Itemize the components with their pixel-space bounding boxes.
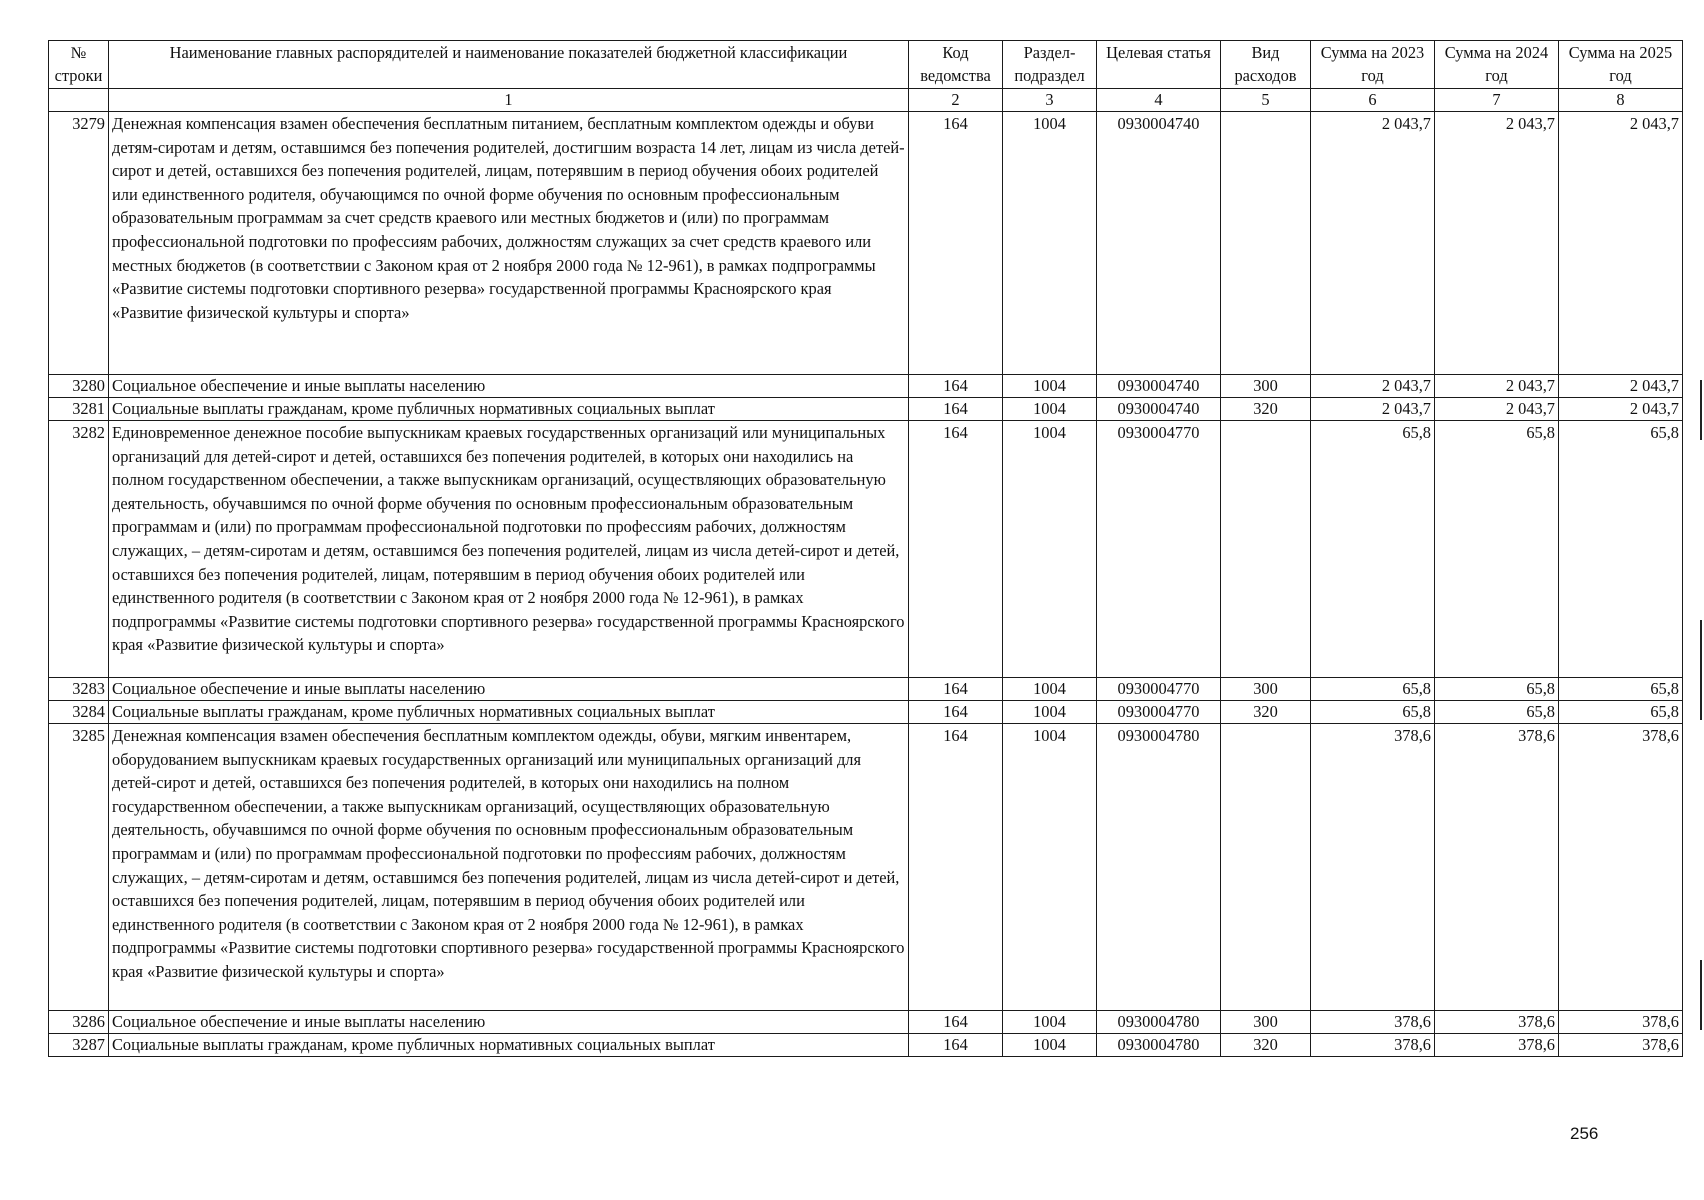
target-cell: 0930004780: [1097, 1011, 1221, 1034]
row-number: 3281: [49, 398, 109, 421]
column-number: 4: [1097, 89, 1221, 112]
header-row-number: № строки: [49, 41, 109, 89]
expense-type-cell: 300: [1221, 678, 1311, 701]
target-cell: 0930004780: [1097, 724, 1221, 1011]
column-number: 6: [1311, 89, 1435, 112]
sum-2025-cell: 65,8: [1559, 421, 1683, 678]
column-number: 8: [1559, 89, 1683, 112]
row-name: Социальные выплаты гражданам, кроме публичных нормативных социальных выплат: [109, 701, 909, 724]
section-cell: 1004: [1003, 421, 1097, 678]
sum-2024-cell: 2 043,7: [1435, 112, 1559, 375]
table-row: [49, 375, 1683, 398]
row-name: Денежная компенсация взамен обеспечения бесплатным питанием, бесплатным комплектом одежды и обуви детям-сиротам и детям, оставшимся без попечения родителей, достигшим возраста 14 лет, лицам из числа детей-сирот и детей, оставшихся без попечения родителей, лицам, потерявшим в период обучения обоих родителей или единственного родителя, обучающимся по очной форме обучения по основным профессиональным образовательным программам за счет средств краевого или местных бюджетов и (или) по программам профессиональной подготовки по профессиям рабочих, должностям служащих за счет средств краевого или местных бюджетов (в соответствии с Законом края от 2 ноября 2000 года № 12-961), в рамках подпрограммы «Развитие системы подготовки спортивного резерва» государственной программы Красноярского края «Развитие физической культуры и спорта»: [109, 112, 909, 375]
column-number: 1: [109, 89, 909, 112]
row-name: Социальное обеспечение и иные выплаты населению: [109, 1011, 909, 1034]
sum-2024-cell: 378,6: [1435, 1011, 1559, 1034]
dept-code-cell: 164: [909, 421, 1003, 678]
row-name: Социальные выплаты гражданам, кроме публичных нормативных социальных выплат: [109, 1034, 909, 1057]
sum-2023-cell: 2 043,7: [1311, 398, 1435, 421]
sum-2023-cell: 378,6: [1311, 1011, 1435, 1034]
sum-2024-cell: 65,8: [1435, 421, 1559, 678]
header-name: Наименование главных распорядителей и наименование показателей бюджетной классификации: [109, 41, 909, 89]
section-cell: 1004: [1003, 112, 1097, 375]
table-row: [49, 398, 1683, 421]
dept-code-cell: 164: [909, 1034, 1003, 1057]
page-number: 256: [1570, 1124, 1599, 1143]
table-row: [49, 1011, 1683, 1034]
expense-type-cell: [1221, 112, 1311, 375]
header-expense-type: Вид расходов: [1221, 41, 1311, 89]
table-row: [49, 701, 1683, 724]
header-sum-2024: Сумма на 2024 год: [1435, 41, 1559, 89]
expense-type-cell: 300: [1221, 1011, 1311, 1034]
dept-code-cell: 164: [909, 375, 1003, 398]
scan-edge-mark: [1700, 620, 1702, 720]
table-row: [49, 421, 1683, 678]
expense-type-cell: 320: [1221, 701, 1311, 724]
scan-edge-mark: [1700, 380, 1702, 440]
sum-2023-cell: 65,8: [1311, 678, 1435, 701]
header-dept-code: Код ведомства: [909, 41, 1003, 89]
section-cell: 1004: [1003, 701, 1097, 724]
sum-2023-cell: 378,6: [1311, 1034, 1435, 1057]
header-section: Раздел-подраздел: [1003, 41, 1097, 89]
sum-2025-cell: 2 043,7: [1559, 112, 1683, 375]
section-cell: 1004: [1003, 678, 1097, 701]
row-number: 3287: [49, 1034, 109, 1057]
sum-2025-cell: 2 043,7: [1559, 398, 1683, 421]
sum-2025-cell: 65,8: [1559, 701, 1683, 724]
header-target: Целевая статья: [1097, 41, 1221, 89]
column-number: 7: [1435, 89, 1559, 112]
dept-code-cell: 164: [909, 724, 1003, 1011]
column-number: 5: [1221, 89, 1311, 112]
column-number-blank: [49, 89, 109, 112]
table-row: [49, 1034, 1683, 1057]
target-cell: 0930004740: [1097, 375, 1221, 398]
section-cell: 1004: [1003, 375, 1097, 398]
sum-2024-cell: 378,6: [1435, 724, 1559, 1011]
scan-edge-mark: [1700, 960, 1702, 1030]
dept-code-cell: 164: [909, 398, 1003, 421]
sum-2024-cell: 378,6: [1435, 1034, 1559, 1057]
dept-code-cell: 164: [909, 1011, 1003, 1034]
row-name: Единовременное денежное пособие выпускникам краевых государственных организаций или муниципальных организаций для детей-сирот и детей, оставшихся без попечения родителей, в которых они находились на полном государственном обеспечении, а также выпускникам организаций, осуществляющих образовательную деятельность, обучавшимся по очной форме обучения по основным профессиональным образовательным программам и (или) по программам профессиональной подготовки по профессиям рабочих, должностям служащих, – детям-сиротам и детям, оставшимся без попечения родителей, лицам из числа детей-сирот и детей, оставшихся без попечения родителей, лицам, потерявшим в период обучения обоих родителей или единственного родителя (в соответствии с Законом края от 2 ноября 2000 года № 12-961), в рамках подпрограммы «Развитие системы подготовки спортивного резерва» государственной программы Красноярского края «Развитие физической культуры и спорта»: [109, 421, 909, 678]
target-cell: 0930004780: [1097, 1034, 1221, 1057]
header-sum-2025: Сумма на 2025 год: [1559, 41, 1683, 89]
sum-2025-cell: 378,6: [1559, 1034, 1683, 1057]
dept-code-cell: 164: [909, 678, 1003, 701]
sum-2024-cell: 2 043,7: [1435, 375, 1559, 398]
sum-2023-cell: 2 043,7: [1311, 375, 1435, 398]
sum-2024-cell: 65,8: [1435, 678, 1559, 701]
dept-code-cell: 164: [909, 112, 1003, 375]
sum-2025-cell: 378,6: [1559, 724, 1683, 1011]
column-numbers-row: [49, 89, 1683, 112]
column-number: 2: [909, 89, 1003, 112]
row-number: 3282: [49, 421, 109, 678]
section-cell: 1004: [1003, 398, 1097, 421]
target-cell: 0930004740: [1097, 112, 1221, 375]
target-cell: 0930004770: [1097, 678, 1221, 701]
sum-2025-cell: 378,6: [1559, 1011, 1683, 1034]
row-name: Социальное обеспечение и иные выплаты населению: [109, 375, 909, 398]
section-cell: 1004: [1003, 1011, 1097, 1034]
table-row: [49, 724, 1683, 1011]
row-name: Социальные выплаты гражданам, кроме публичных нормативных социальных выплат: [109, 398, 909, 421]
dept-code-cell: 164: [909, 701, 1003, 724]
expense-type-cell: [1221, 421, 1311, 678]
row-number: 3283: [49, 678, 109, 701]
sum-2024-cell: 65,8: [1435, 701, 1559, 724]
sum-2023-cell: 65,8: [1311, 421, 1435, 678]
expense-type-cell: 300: [1221, 375, 1311, 398]
row-number: 3280: [49, 375, 109, 398]
sum-2024-cell: 2 043,7: [1435, 398, 1559, 421]
target-cell: 0930004740: [1097, 398, 1221, 421]
row-number: 3285: [49, 724, 109, 1011]
sum-2023-cell: 2 043,7: [1311, 112, 1435, 375]
row-number: 3286: [49, 1011, 109, 1034]
row-number: 3284: [49, 701, 109, 724]
sum-2025-cell: 65,8: [1559, 678, 1683, 701]
table-row: [49, 112, 1683, 375]
table-row: [49, 678, 1683, 701]
row-name: Денежная компенсация взамен обеспечения бесплатным комплектом одежды, обуви, мягким инвентарем, оборудованием выпускникам краевых государственных организаций или муниципальных организаций для детей-сирот и детей, оставшихся без попечения родителей, в которых они находились на полном государственном обеспечении, а также выпускникам организаций, осуществляющих образовательную деятельность, обучавшимся по очной форме обучения по основным профессиональным образовательным программам и (или) по программам профессиональной подготовки по профессиям рабочих, должностям служащих, – детям-сиротам и детям, оставшимся без попечения родителей, лицам из числа детей-сирот и детей, оставшихся без попечения родителей, лицам, потерявшим в период обучения обоих родителей или единственного родителя (в соответствии с Законом края от 2 ноября 2000 года № 12-961), в рамках подпрограммы «Развитие системы подготовки спортивного резерва» государственной программы Красноярского края «Развитие физической культуры и спорта»: [109, 724, 909, 1011]
expense-type-cell: 320: [1221, 398, 1311, 421]
header-sum-2023: Сумма на 2023 год: [1311, 41, 1435, 89]
expense-type-cell: [1221, 724, 1311, 1011]
section-cell: 1004: [1003, 1034, 1097, 1057]
row-number: 3279: [49, 112, 109, 375]
column-number: 3: [1003, 89, 1097, 112]
target-cell: 0930004770: [1097, 421, 1221, 678]
sum-2025-cell: 2 043,7: [1559, 375, 1683, 398]
expense-type-cell: 320: [1221, 1034, 1311, 1057]
target-cell: 0930004770: [1097, 701, 1221, 724]
budget-table: [48, 40, 1683, 1057]
sum-2023-cell: 65,8: [1311, 701, 1435, 724]
row-name: Социальное обеспечение и иные выплаты населению: [109, 678, 909, 701]
section-cell: 1004: [1003, 724, 1097, 1011]
sum-2023-cell: 378,6: [1311, 724, 1435, 1011]
